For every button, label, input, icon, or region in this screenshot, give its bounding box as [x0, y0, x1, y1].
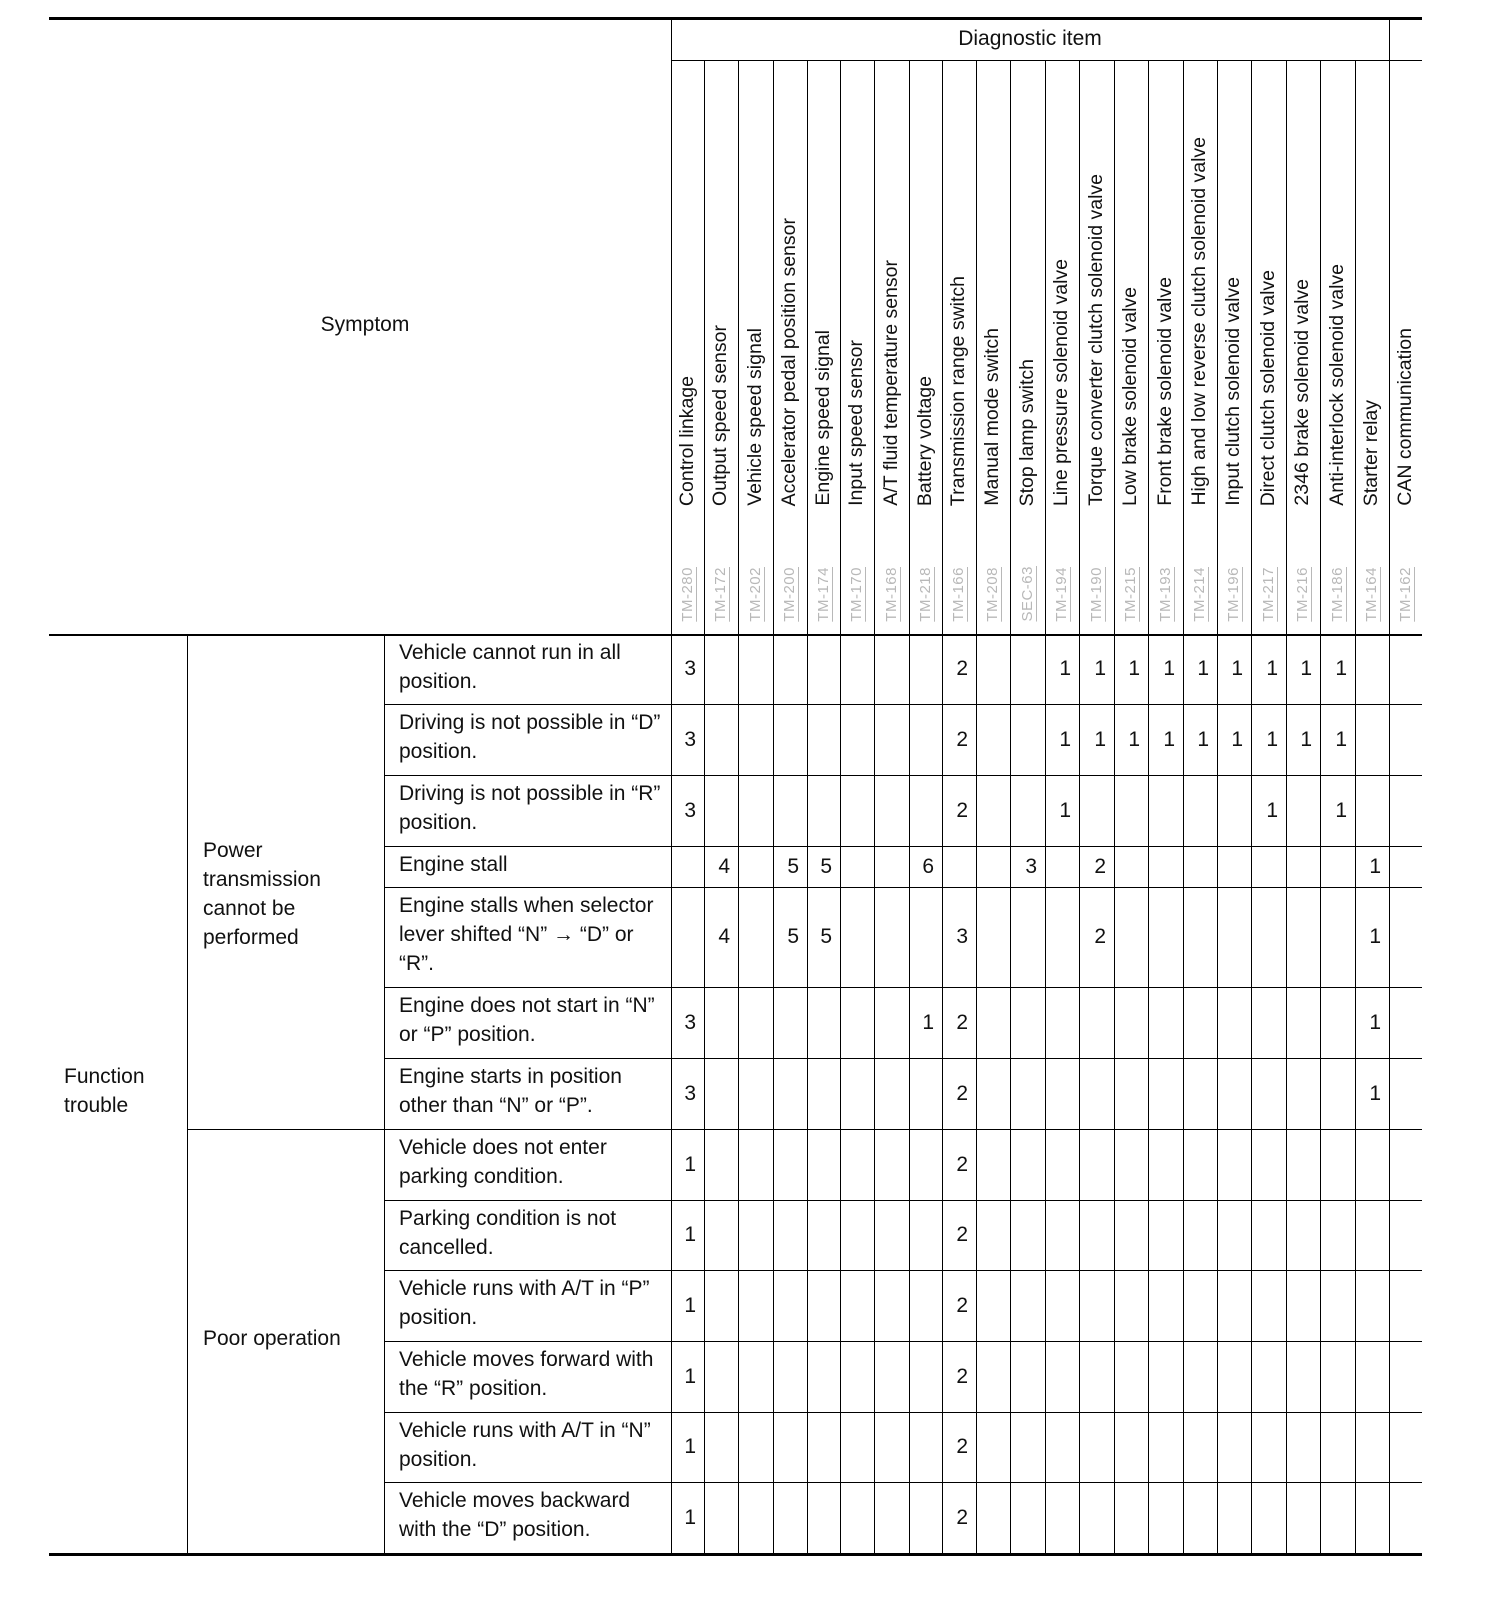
row-line: [384, 987, 1422, 988]
row-line: [384, 704, 1422, 705]
value-cell: 1: [684, 1152, 696, 1176]
column-ref-link[interactable]: TM-208: [984, 567, 1001, 622]
value-cell: 1: [922, 1010, 934, 1034]
column-header: Vehicle speed signal: [743, 328, 766, 506]
value-cell: 1: [1094, 727, 1106, 751]
column-line: [738, 60, 739, 1553]
row-line: [384, 1270, 1422, 1271]
column-ref-link[interactable]: TM-200: [781, 567, 798, 622]
value-cell: 2: [956, 1293, 968, 1317]
value-cell: 2: [956, 1223, 968, 1246]
value-cell: 1: [1197, 727, 1209, 751]
column-ref-link[interactable]: TM-202: [746, 567, 764, 622]
column-header: Input clutch solenoid valve: [1222, 277, 1244, 506]
row-line: [384, 1200, 1422, 1201]
column-header: High and low reverse clutch solenoid valve: [1188, 137, 1210, 506]
column-line: [773, 60, 774, 1553]
column-line: [1114, 60, 1115, 1553]
symptom-cell: Vehicle moves backward with the “D” position.: [399, 1489, 631, 1541]
column-header: Starter relay: [1360, 399, 1382, 506]
group-label: Power transmission cannot be performed: [203, 839, 321, 949]
diagnostic-header-rule: [671, 60, 1422, 61]
column-header: Engine speed signal: [811, 330, 834, 506]
value-cell: 1: [1369, 1081, 1381, 1105]
row-line: [384, 775, 1422, 776]
symptom-cell: Vehicle runs with A/T in “N” position.: [399, 1419, 651, 1471]
value-cell: 2: [956, 1010, 968, 1034]
symptom-cell: Vehicle runs with A/T in “P” position.: [399, 1277, 650, 1329]
value-cell: 1: [1059, 727, 1071, 751]
value-cell: 1: [1197, 657, 1209, 680]
bottom-rule: [49, 1553, 1422, 1556]
column-header: Battery voltage: [913, 375, 936, 506]
value-cell: 6: [922, 854, 934, 878]
value-cell: 1: [1335, 657, 1347, 680]
value-cell: 2: [956, 1364, 968, 1388]
column-line: [807, 60, 808, 1553]
value-cell: 1: [1266, 727, 1278, 751]
value-cell: 3: [684, 1010, 696, 1034]
category-label: Function trouble: [64, 1065, 145, 1117]
row-line: [187, 1129, 1422, 1130]
column-ref-link[interactable]: TM-166: [950, 567, 967, 622]
column-ref-link[interactable]: TM-170: [848, 567, 865, 622]
symptom-cell: Engine stalls when selector lever shifted “N” → “D” or “R”.: [399, 894, 654, 975]
value-cell: 3: [684, 798, 696, 822]
column-line: [704, 60, 705, 1553]
row-line: [384, 887, 1422, 888]
column-ref-link[interactable]: TM-168: [882, 567, 900, 622]
column-ref-link[interactable]: TM-215: [1122, 567, 1139, 622]
value-cell: 1: [1163, 727, 1175, 751]
value-cell: 2: [956, 798, 968, 822]
value-cell: 1: [1335, 727, 1347, 751]
value-cell: 1: [684, 1223, 696, 1246]
column-header: Input speed sensor: [845, 340, 867, 506]
value-cell: 1: [1300, 727, 1312, 751]
value-cell: 1: [1369, 925, 1381, 948]
symptom-cell: Engine does not start in “N” or “P” position.: [399, 994, 655, 1046]
column-header: Manual mode switch: [981, 328, 1003, 506]
column-header: Direct clutch solenoid valve: [1256, 269, 1279, 506]
column-header: Output speed sensor: [709, 324, 731, 506]
column-header: Anti-interlock solenoid valve: [1325, 264, 1348, 506]
value-cell: 1: [1163, 657, 1175, 680]
value-cell: 1: [684, 1364, 696, 1388]
column-line: [1389, 17, 1390, 1553]
value-cell: 3: [684, 1081, 696, 1105]
value-cell: 3: [684, 727, 696, 751]
symptom-cell: Parking condition is not cancelled.: [399, 1207, 617, 1259]
column-line: [1010, 60, 1011, 1553]
column-ref-link[interactable]: TM-186: [1328, 567, 1346, 622]
value-cell: 1: [1335, 798, 1347, 822]
column-header: 2346 brake solenoid valve: [1291, 279, 1313, 506]
column-line: [1286, 60, 1287, 1553]
column-ref-link[interactable]: TM-193: [1156, 567, 1174, 622]
symptom-cell: Vehicle does not enter parking condition.: [399, 1136, 607, 1188]
column-ref-link[interactable]: SEC-63: [1018, 566, 1036, 622]
symptom-cell: Vehicle cannot run in all position.: [399, 641, 621, 693]
value-cell: 1: [684, 1505, 696, 1529]
column-line: [1183, 60, 1184, 1553]
column-header: Stop lamp switch: [1015, 358, 1038, 506]
column-ref-link[interactable]: TM-162: [1396, 567, 1414, 622]
column-header: CAN communication: [1393, 328, 1416, 506]
value-cell: 3: [684, 657, 696, 680]
column-line: [840, 60, 841, 1553]
column-ref-link[interactable]: TM-280: [678, 567, 696, 622]
diagnostic-item-header: Diagnostic item: [958, 27, 1102, 50]
column-line: [1355, 60, 1356, 1553]
column-ref-link[interactable]: TM-216: [1294, 567, 1311, 622]
row-line: [384, 1341, 1422, 1342]
value-cell: 2: [1094, 854, 1106, 878]
value-cell: 1: [684, 1293, 696, 1317]
value-cell: 2: [956, 657, 968, 680]
value-cell: 4: [718, 854, 730, 878]
value-cell: 1: [1231, 657, 1243, 680]
column-header: Accelerator pedal position sensor: [778, 217, 800, 506]
value-cell: 2: [956, 1152, 968, 1176]
value-cell: 2: [956, 727, 968, 751]
symptom-cell: Vehicle moves forward with the “R” position.: [399, 1348, 654, 1400]
value-cell: 1: [1369, 854, 1381, 878]
value-cell: 3: [956, 925, 968, 948]
value-cell: 3: [1025, 854, 1037, 878]
column-ref-link[interactable]: TM-194: [1053, 567, 1070, 622]
value-cell: 1: [1369, 1010, 1381, 1034]
column-header: Control linkage: [675, 375, 698, 506]
value-cell: 5: [787, 854, 799, 878]
value-cell: 1: [1266, 798, 1278, 822]
column-line: [1217, 60, 1218, 1553]
column-header: A/T fluid temperature sensor: [879, 260, 902, 506]
value-cell: 1: [1059, 798, 1071, 822]
symptom-divider: [671, 17, 672, 1553]
column-ref-link[interactable]: TM-190: [1087, 567, 1105, 622]
value-cell: 1: [1094, 657, 1106, 680]
value-cell: 4: [718, 925, 730, 948]
column-header: Low brake solenoid valve: [1119, 287, 1141, 506]
symptom-cell: Driving is not possible in “R” position.: [399, 782, 661, 834]
row-line: [384, 1482, 1422, 1483]
value-cell: 5: [820, 854, 832, 878]
column-line: [1079, 60, 1080, 1553]
row-line: [384, 1412, 1422, 1413]
value-cell: 2: [1094, 925, 1106, 948]
symptom-cell: Engine starts in position other than “N” or “P”.: [399, 1065, 622, 1117]
value-cell: 5: [787, 925, 799, 948]
symptom-cell: Driving is not possible in “D” position.: [399, 711, 661, 763]
column-ref-link[interactable]: TM-217: [1259, 567, 1277, 622]
column-header: Line pressure solenoid valve: [1050, 258, 1072, 506]
top-rule: [49, 17, 1422, 20]
column-line: [909, 60, 910, 1553]
column-header: Torque converter clutch solenoid valve: [1084, 174, 1107, 506]
value-cell: 1: [1128, 727, 1140, 751]
column-line: [976, 60, 977, 1553]
symptom-header: Symptom: [320, 313, 410, 336]
value-cell: 1: [1059, 657, 1071, 680]
category-divider: [187, 634, 188, 1553]
value-cell: 1: [1300, 657, 1312, 680]
column-header: Front brake solenoid valve: [1153, 277, 1176, 506]
group-divider: [384, 634, 385, 1553]
value-cell: 1: [1128, 657, 1140, 680]
column-ref-link[interactable]: TM-174: [814, 567, 832, 622]
value-cell: 1: [1231, 727, 1243, 751]
value-cell: 5: [820, 925, 832, 948]
value-cell: 2: [956, 1435, 968, 1458]
column-ref-link[interactable]: TM-164: [1363, 567, 1380, 622]
column-ref-link[interactable]: TM-214: [1191, 567, 1208, 622]
column-ref-link[interactable]: TM-218: [916, 567, 934, 622]
column-line: [874, 60, 875, 1553]
row-line: [384, 1058, 1422, 1059]
value-cell: 2: [956, 1505, 968, 1529]
column-ref-link[interactable]: TM-172: [712, 567, 729, 622]
group-label: Poor operation: [203, 1327, 341, 1350]
row-line: [384, 846, 1422, 847]
symptom-cell: Engine stall: [399, 853, 508, 876]
value-cell: 1: [684, 1435, 696, 1458]
column-line: [1148, 60, 1149, 1553]
column-ref-link[interactable]: TM-196: [1225, 567, 1242, 622]
value-cell: 1: [1266, 657, 1278, 680]
column-header: Transmission range switch: [947, 275, 969, 506]
diagnostic-table: [49, 17, 1456, 1585]
value-cell: 2: [956, 1081, 968, 1105]
